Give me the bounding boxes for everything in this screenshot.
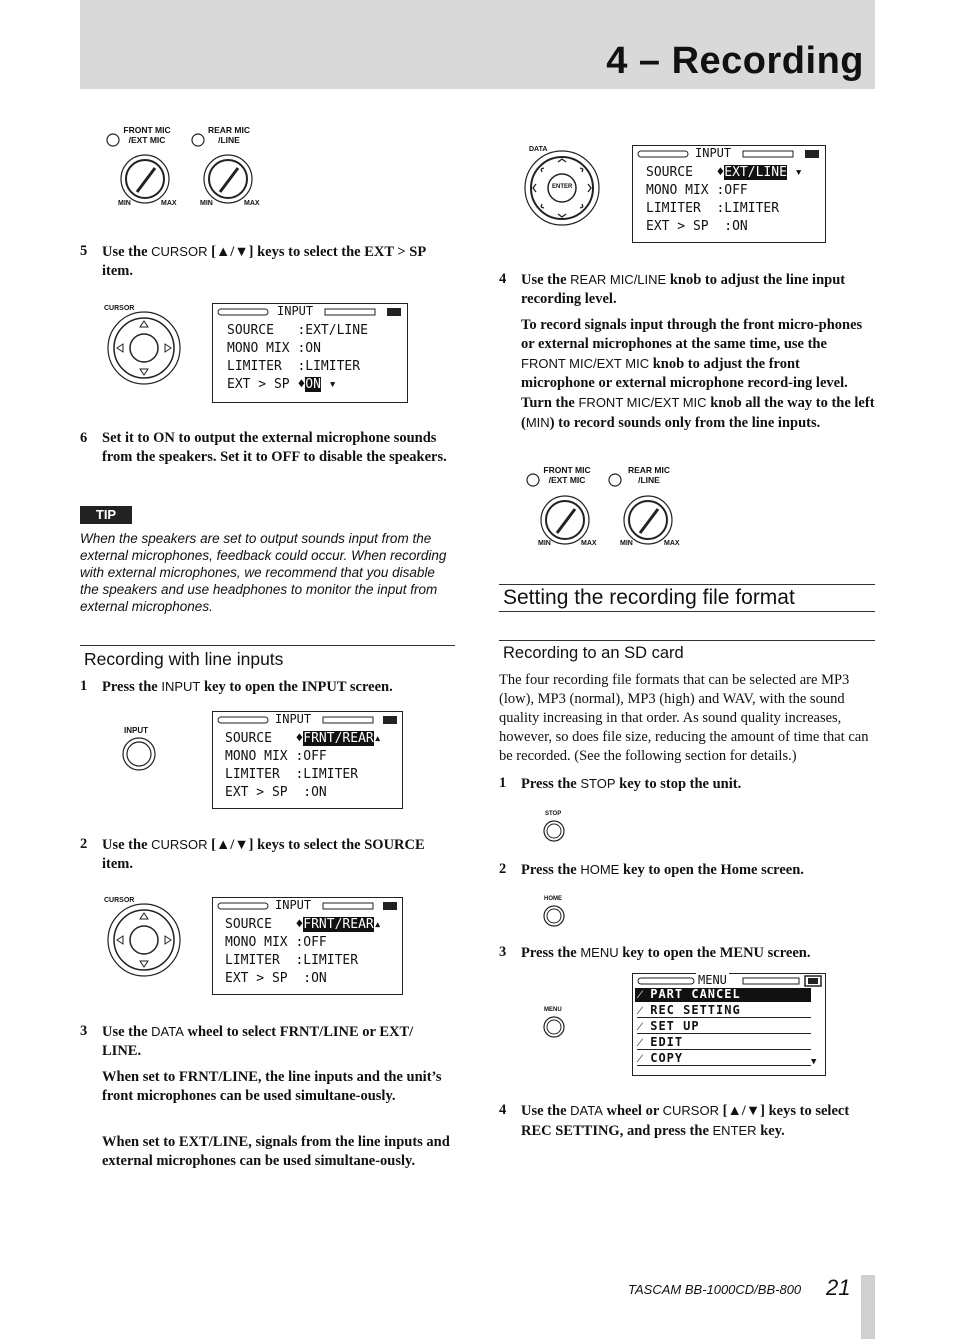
menu-item-edit: ⁄ EDIT (639, 1035, 684, 1049)
lcd-row-mono: MONO MIX :OFF (225, 749, 327, 764)
front-mic-knob (121, 155, 169, 203)
input-key-label: INPUT (124, 726, 148, 735)
rear-mic-knob-label: REAR MIC /LINE (627, 465, 671, 485)
step-3-paragraph-2: When set to EXT/LINE, signals from the line inputs and external microphones can be used simultane-ously. (102, 1134, 450, 1169)
data-key-label: DATA (529, 146, 548, 153)
home-key-label: HOME (544, 896, 562, 902)
home-key-icon (543, 905, 565, 927)
front-mic-knob-label: FRONT MIC /EXT MIC (123, 125, 171, 145)
sub-heading: Recording to an SD card (503, 644, 684, 662)
menu-item-set-up: ⁄ SET UP (639, 1019, 700, 1033)
step-3-paragraph-1: When set to FRNT/LINE, the line inputs and the unit’s front microphones can be used simultane-ously. (102, 1069, 442, 1104)
lcd-row-source: SOURCE ♦FRNT/REAR▴ (225, 917, 382, 932)
lcd-title: INPUT (275, 898, 312, 912)
scroll-down-icon: ▼ (811, 1057, 817, 1067)
rear-min-label: MIN (200, 200, 213, 207)
footer-bar (861, 1275, 875, 1339)
step-2-left: 2 Use the CURSOR [▲/▼] keys to select the SOURCE item. (80, 836, 425, 872)
knob-pair-top-left (100, 122, 280, 214)
main-heading-rule-bottom (499, 611, 875, 612)
lcd-row-extsp: EXT > SP :ON (646, 219, 748, 234)
menu-item-rec-setting: ⁄ REC SETTING (639, 1003, 741, 1017)
lcd-row-source: SOURCE ♦EXT/LINE ▾ (646, 165, 803, 180)
lcd-menu-title: MENU (698, 973, 727, 987)
menu-key-label: MENU (544, 1007, 562, 1013)
front-mic-knob (541, 496, 589, 544)
step-1-right: 1 Press the STOP key to stop the unit. (499, 775, 742, 792)
input-key-icon (122, 737, 158, 773)
step-6: 6 Set it to ON to output the external microphone sounds from the speakers. Set it to OFF to disable the speakers. (80, 430, 447, 465)
rear-mic-knob-label: REAR MIC /LINE (207, 125, 251, 145)
rear-max-label: MAX (244, 200, 260, 207)
front-max-label: MAX (581, 540, 597, 547)
lcd-title-bar (637, 975, 823, 987)
menu-divider (637, 1065, 811, 1066)
cursor-key-icon (104, 902, 184, 978)
rear-min-label: MIN (620, 540, 633, 547)
section-rule (80, 645, 455, 646)
footer-model: TASCAM BB-1000CD/BB-800 (628, 1282, 802, 1297)
intro-paragraph: The four recording file formats that can be selected are MP3 (low), MP3 (normal), MP3 (high) and WAV, with the sound quality increasing in that order. As sound quality increases, however, so does file size, reducing the amount of time that can be recorded. (See the following section for details.) (499, 672, 869, 764)
step-2-right: 2 Press the HOME key to open the Home screen. (499, 861, 804, 878)
lcd-input-extline (632, 145, 826, 243)
menu-divider (637, 1033, 811, 1034)
enter-key-label: ENTER (552, 184, 573, 190)
stop-key-icon (543, 820, 565, 842)
lcd-row-limiter: LIMITER :LIMITER (227, 359, 361, 374)
front-max-label: MAX (161, 200, 177, 207)
lcd-row-extsp: EXT > SP :ON (225, 785, 327, 800)
lcd-row-mono: MONO MIX :OFF (646, 183, 748, 198)
tip-text: When the speakers are set to output sounds input from the external microphones, feedback could occur. When recording with external microphones, we recommend that you disable the speakers and use headphones to monitor the input from external microphones. (80, 531, 447, 614)
rear-max-label: MAX (664, 540, 680, 547)
front-min-label: MIN (118, 200, 131, 207)
cursor-key-icon (104, 310, 184, 386)
knob-pair-right (520, 462, 700, 554)
lcd-row-mono: MONO MIX :ON (227, 341, 321, 356)
menu-divider (637, 1049, 811, 1050)
main-heading-rule-top (499, 584, 875, 585)
chapter-title: 4 – Recording (606, 40, 864, 82)
lcd-row-limiter: LIMITER :LIMITER (225, 953, 359, 968)
lcd-row-mono: MONO MIX :OFF (225, 935, 327, 950)
lcd-menu (632, 973, 826, 1076)
tip-label: TIP (80, 506, 132, 524)
step-3-left: 3 Use the DATA wheel to select FRNT/LINE or EXT/ LINE. (80, 1023, 414, 1059)
lcd-input-extsp (212, 303, 408, 403)
lcd-title: INPUT (695, 146, 732, 160)
cursor-key-label: CURSOR (104, 897, 135, 904)
sub-heading-rule (499, 640, 875, 641)
lcd-row-extsp: EXT > SP :ON (225, 971, 327, 986)
lcd-title: INPUT (275, 712, 312, 726)
front-mic-knob-label: FRONT MIC /EXT MIC (543, 465, 591, 485)
lcd-input-source-1 (212, 711, 403, 809)
step-1-left: 1 Press the INPUT key to open the INPUT screen. (80, 678, 393, 695)
lcd-row-limiter: LIMITER :LIMITER (225, 767, 359, 782)
menu-item-label: ⁄ PART CANCEL (639, 987, 741, 1001)
step-4-paragraph: To record signals input through the front micro-phones or external microphones at the same time, use the FRONT MIC/EXT MIC knob to adjust the front microphone or external microphone record-ing level. Turn the FRONT MIC/EXT MIC knob all the way to the left (MIN) to record sounds only from the line inputs. (521, 317, 875, 431)
rear-mic-knob (624, 496, 672, 544)
menu-key-icon (543, 1016, 565, 1038)
lcd-input-source-2 (212, 897, 403, 995)
lcd-row-source: SOURCE :EXT/LINE (227, 323, 368, 338)
step-4-right: 4 Use the REAR MIC/LINE knob to adjust the line input recording level. (499, 271, 846, 307)
step-5: 5 Use the CURSOR [▲/▼] keys to select the EXT > SP item. (80, 243, 426, 279)
front-min-label: MIN (538, 540, 551, 547)
menu-divider (637, 1017, 811, 1018)
lcd-row-source: SOURCE ♦FRNT/REAR▴ (225, 731, 382, 746)
step-3-right: 3 Press the MENU key to open the MENU screen. (499, 944, 811, 961)
page-number: 21 (826, 1275, 851, 1300)
lcd-title: INPUT (277, 304, 314, 318)
cursor-key-label: CURSOR (104, 305, 135, 312)
rear-mic-knob (204, 155, 252, 203)
lcd-row-extsp: EXT > SP ♦ON ▾ (227, 377, 337, 392)
main-heading: Setting the recording file format (503, 586, 795, 609)
step-4-right-bottom: 4 Use the DATA wheel or CURSOR [▲/▼] keys to select REC SETTING, and press the ENTER key. (499, 1102, 850, 1139)
menu-item-copy: ⁄ COPY (639, 1051, 684, 1065)
stop-key-label: STOP (545, 811, 562, 817)
section-heading-line-inputs: Recording with line inputs (84, 649, 284, 669)
lcd-row-limiter: LIMITER :LIMITER (646, 201, 780, 216)
